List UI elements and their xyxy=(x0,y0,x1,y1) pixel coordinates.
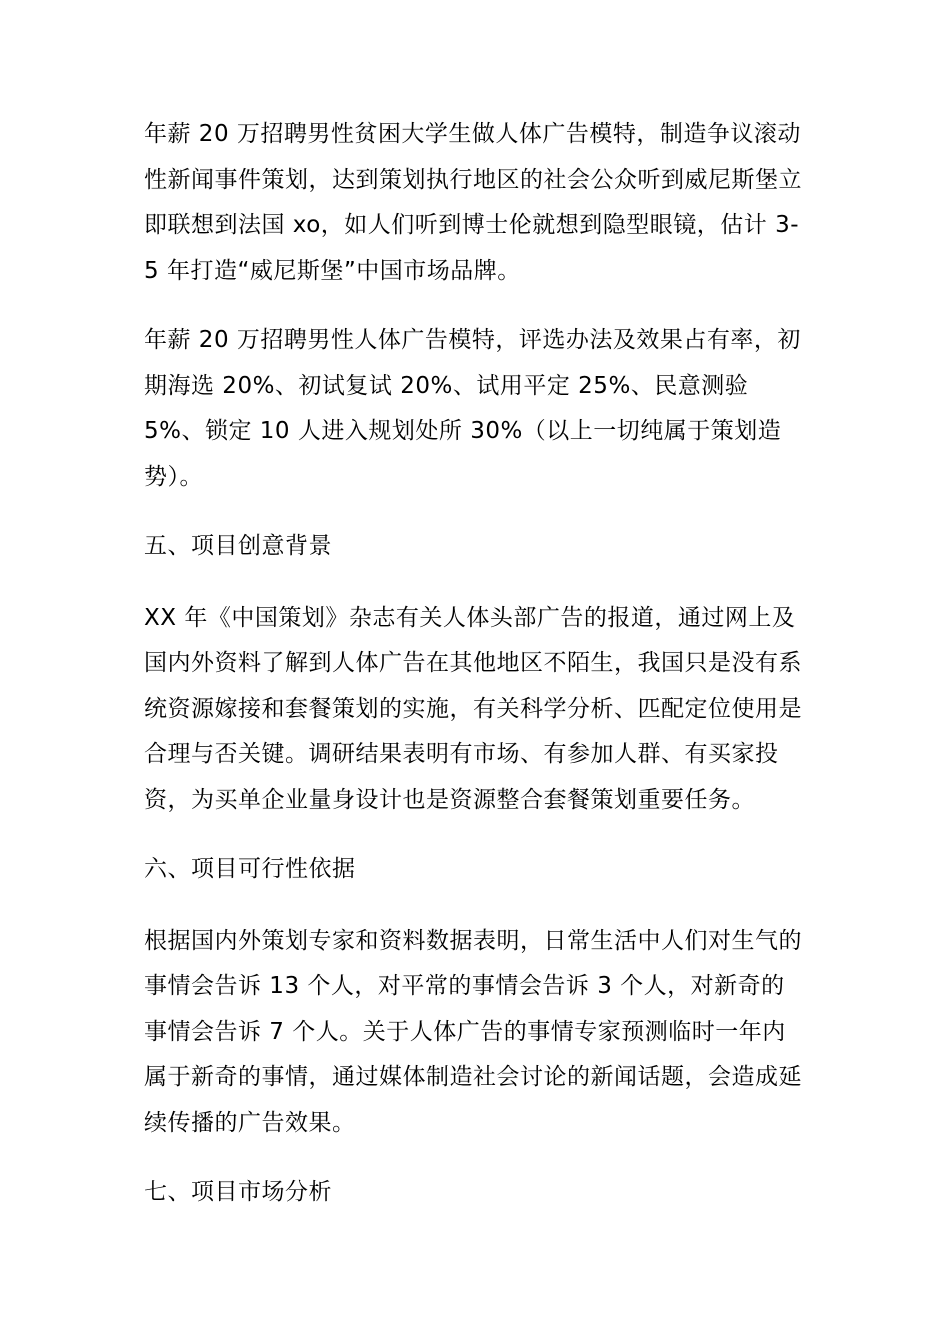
document-page xyxy=(144,112,808,1216)
paragraph-recruitment-event: 年薪 20 万招聘男性贫困大学生做人体广告模特，制造争议滚动性新闻事件策划，达到策划执行地区的社会公众听到威尼斯堡立即联想到法国 xo，如人们听到博士伦就想到隐型眼镜，估计 3-5 年打造“威尼斯堡”中国市场品牌。 xyxy=(144,121,802,284)
paragraph-background: XX 年《中国策划》杂志有关人体头部广告的报道，通过网上及国内外资料了解到人体广告在其他地区不陌生，我国只是没有系统资源嫁接和套餐策划的实施，有关科学分析、匹配定位使用是合理与否关键。调研结果表明有市场、有参加人群、有买家投资，为买单企业量身设计也是资源整合套餐策划重要任务。 xyxy=(144,604,802,813)
section-heading-6: 六、项目可行性依据 xyxy=(144,856,356,882)
paragraph-feasibility: 根据国内外策划专家和资料数据表明，日常生活中人们对生气的事情会告诉 13 个人，对平常的事情会告诉 3 个人，对新奇的事情会告诉 7 个人。关于人体广告的事情专家预测临时一年内属于新奇的事情，通过媒体制造社会讨论的新闻话题，会造成延续传播的广告效果。 xyxy=(144,927,802,1136)
section-heading-5: 五、项目创意背景 xyxy=(144,533,332,559)
section-heading-7: 七、项目市场分析 xyxy=(144,1179,332,1205)
paragraph-selection-method: 年薪 20 万招聘男性人体广告模特，评选办法及效果占有率，初期海选 20%、初试复试 20%、试用平定 25%、民意测验 5%、锁定 10 人进入规划处所 30%（以上一切纯属于策划造势）。 xyxy=(144,327,801,490)
